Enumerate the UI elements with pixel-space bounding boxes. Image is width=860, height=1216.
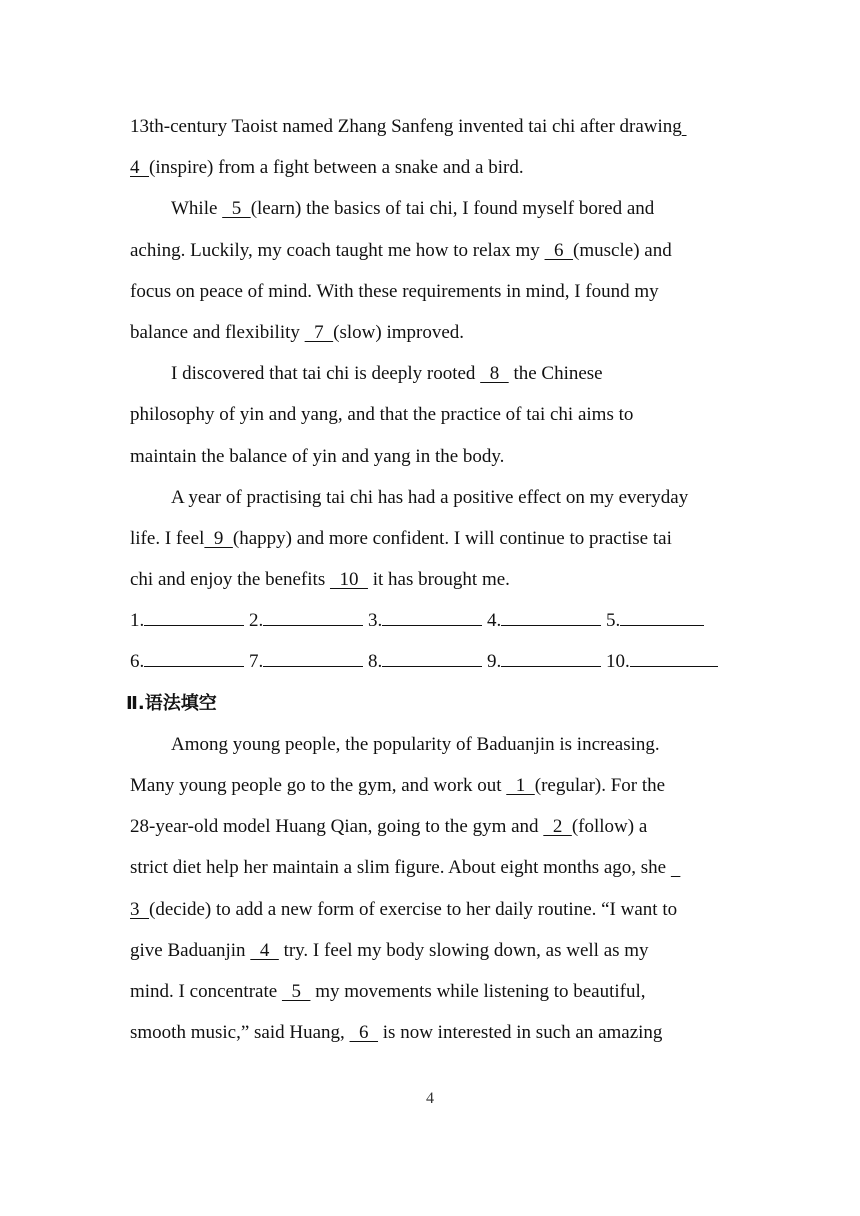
answer-row (130, 641, 730, 682)
answer-blank (620, 610, 704, 626)
answer-blank (501, 651, 601, 667)
answer-label: 6. (130, 651, 145, 673)
passage-line (130, 353, 730, 394)
passage-line (130, 394, 730, 435)
answer-blank (263, 651, 363, 667)
gap-blank-2: 2 (543, 816, 572, 838)
text-run: mind. I concentrate (130, 980, 282, 1002)
answer-blank (382, 610, 482, 626)
answer-label: 3. (368, 610, 383, 632)
passage-line (130, 477, 730, 518)
answer-label: 8. (368, 651, 383, 673)
text-run: While (171, 198, 223, 220)
text-run: (regular). For the (534, 775, 666, 796)
passage-line (130, 230, 730, 271)
text-run: give Baduanjin (130, 939, 251, 961)
text-run: (follow) a (571, 816, 648, 838)
gap-blank-1: 1 (506, 775, 535, 796)
text-run: Many young people go to the gym, and work out (130, 775, 507, 796)
gap-blank-7: 7 (304, 321, 334, 343)
text-run: (slow) improved. (333, 321, 465, 343)
answer-blank (501, 610, 601, 626)
text-run: A year of practising tai chi has had a positive effect on my everyday (171, 486, 689, 508)
text-run: the Chinese (508, 363, 603, 385)
section-heading: Ⅱ.语法填空 (126, 692, 217, 714)
text-run: strict diet help her maintain a slim figure. About eight months ago, she (130, 857, 671, 879)
text-run: maintain the balance of yin and yang in the body. (130, 445, 505, 467)
passage-line (130, 930, 730, 971)
gap-blank-10: 10 (329, 569, 368, 591)
passage-line (130, 1012, 730, 1053)
passage-line (130, 765, 730, 806)
gap-blank-8: 8 (480, 363, 509, 385)
section-heading-row (126, 683, 730, 724)
text-run: smooth music,” said Huang, (130, 1022, 350, 1044)
answer-blank (382, 651, 482, 667)
passage-line (130, 806, 730, 847)
answer-label: 1. (130, 610, 145, 632)
text-run: (decide) to add a new form of exercise to her daily routine. “I want to (149, 898, 678, 920)
passage-line (130, 971, 730, 1012)
text-run: (muscle) and (573, 239, 672, 261)
answer-label: 4. (487, 610, 502, 632)
passage-line (130, 436, 730, 477)
text-run: it has brought me. (367, 569, 510, 591)
text-run: chi and enjoy the benefits (130, 569, 330, 591)
exercise-text (126, 106, 730, 1053)
answer-blank (263, 610, 363, 626)
text-run: balance and flexibility (130, 321, 305, 343)
text-run: 13th-century Taoist named Zhang Sanfeng invented tai chi after drawing (130, 116, 682, 137)
answer-label: 7. (249, 651, 264, 673)
gap-blank (682, 116, 687, 137)
gap-blank-4: 4 (130, 157, 149, 179)
text-run: aching. Luckily, my coach taught me how to relax my (130, 239, 545, 261)
gap-blank-5: 5 (222, 198, 251, 220)
gap-blank-3: 3 (130, 898, 149, 920)
passage-line (130, 724, 730, 765)
passage-line (130, 518, 730, 559)
gap-blank-6: 6 (544, 239, 574, 261)
text-run: (happy) and more confident. I will continue to practise tai (232, 527, 672, 549)
passage-line (130, 188, 730, 229)
text-run: life. I feel (130, 527, 205, 549)
text-run: focus on peace of mind. With these requirements in mind, I found my (130, 280, 659, 302)
passage-line (130, 847, 730, 888)
passage-line (130, 106, 730, 147)
passage-line (130, 312, 730, 353)
answer-label: 5. (606, 610, 621, 632)
text-run: Among young people, the popularity of Baduanjin is increasing. (171, 733, 660, 755)
gap-blank-6: 6 (349, 1022, 379, 1044)
passage-line (130, 889, 730, 930)
gap-blank (671, 857, 681, 878)
page-number: 4 (426, 1090, 434, 1107)
passage-line (130, 147, 730, 188)
answer-label: 10. (606, 651, 630, 673)
text-run: philosophy of yin and yang, and that the practice of tai chi aims to (130, 404, 634, 426)
answer-row (130, 600, 730, 641)
text-run: (learn) the basics of tai chi, I found myself bored and (250, 198, 655, 220)
gap-blank-4: 4 (250, 939, 279, 961)
answer-label: 9. (487, 651, 502, 673)
text-run: 28-year-old model Huang Qian, going to the gym and (130, 816, 544, 838)
text-run: my movements while listening to beautiful, (310, 980, 646, 1002)
answer-blank (630, 651, 718, 667)
answer-label: 2. (249, 610, 264, 632)
text-run: (inspire) from a fight between a snake and a bird. (149, 157, 524, 179)
text-run: is now interested in such an amazing (378, 1022, 663, 1044)
passage-line (130, 559, 730, 600)
gap-blank-9: 9 (204, 527, 233, 549)
passage-line (130, 271, 730, 312)
text-run: I discovered that tai chi is deeply rooted (171, 363, 481, 385)
answer-blank (144, 651, 244, 667)
gap-blank-5: 5 (281, 980, 311, 1002)
text-run: try. I feel my body slowing down, as well as my (278, 939, 649, 961)
answer-blank (144, 610, 244, 626)
